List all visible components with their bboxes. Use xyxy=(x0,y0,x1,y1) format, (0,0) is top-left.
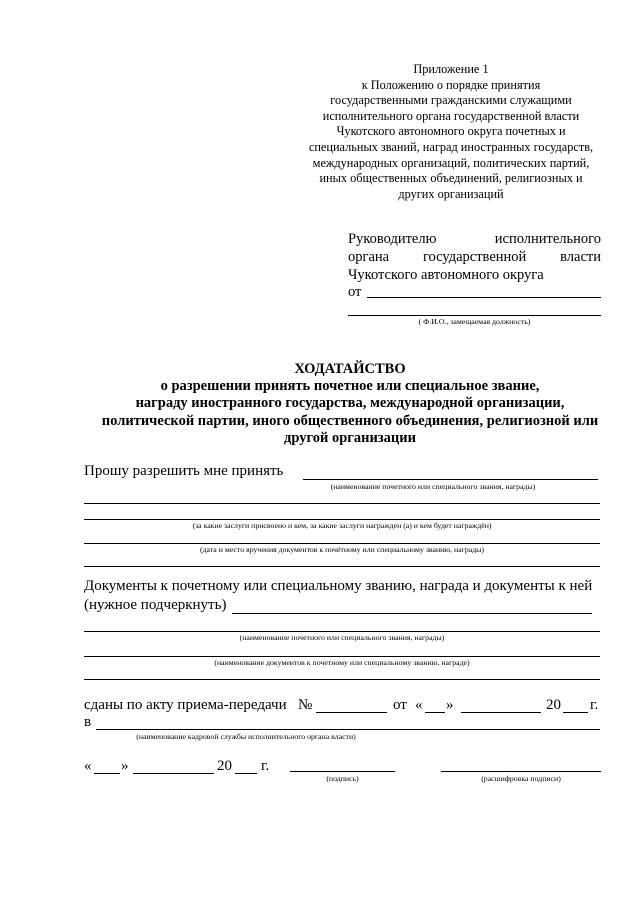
appendix-line: других организаций xyxy=(398,186,504,201)
appendix-line: Чукотского автономного округа почетных и xyxy=(336,124,566,139)
appendix-line: Приложение 1 xyxy=(413,62,489,76)
sign-month-line[interactable] xyxy=(133,773,214,774)
act-number-sign: № xyxy=(298,697,313,713)
award-name-caption: (наименование почетного или специального звания, награды) xyxy=(330,482,536,491)
addressee-row xyxy=(348,231,601,249)
sign-quote-close: » xyxy=(121,758,129,774)
addressee-block xyxy=(348,231,601,302)
addressee-word: власти xyxy=(560,248,601,265)
merits-caption: (за какие заслуги присвоено и кем, за какие заслуги награжден (а) и кем будет награждён) xyxy=(192,521,492,530)
merits-line[interactable] xyxy=(84,519,600,520)
award-name-line[interactable] xyxy=(303,479,598,480)
appendix-line: государственными гражданскими служащими xyxy=(330,93,572,108)
act-month-line[interactable] xyxy=(461,712,541,713)
signature-decode-line[interactable] xyxy=(441,771,601,772)
fio-caption: ( Ф.И.О., замещаемая должность) xyxy=(418,317,531,326)
addressee-from-label: от xyxy=(348,284,362,301)
title-subline: награду иностранного государства, международной организации, xyxy=(135,395,565,412)
docs-name-line[interactable] xyxy=(84,656,600,657)
act-year-suffix: г. xyxy=(590,697,599,713)
addressee-row xyxy=(348,249,601,267)
act-year-prefix: 20 xyxy=(546,697,561,713)
hr-service-caption: (наименование кадровой службы исполнительного органа власти) xyxy=(136,732,356,741)
in-label: в xyxy=(84,714,92,730)
addressee-word: исполнительного xyxy=(494,231,601,247)
extra-line[interactable] xyxy=(84,566,600,567)
title-subline: другой организации xyxy=(284,429,416,446)
docs-name-caption: (наименование документов к почетному или специальному званию, награде) xyxy=(214,658,470,667)
docs-extra-line[interactable] xyxy=(84,679,600,680)
handed-label: сданы по акту приема-передачи xyxy=(84,697,287,713)
position-line[interactable] xyxy=(348,315,601,316)
signature-line[interactable] xyxy=(290,771,395,772)
signature-caption: (подпись) xyxy=(326,774,359,783)
appendix-header xyxy=(296,62,606,202)
docs-award-line[interactable] xyxy=(84,631,600,632)
date-place-line[interactable] xyxy=(84,543,600,544)
from-name-line[interactable] xyxy=(367,297,601,298)
sign-year-suffix: г. xyxy=(261,758,270,774)
docs-text-line2: (нужное подчеркнуть) xyxy=(84,597,227,613)
appendix-line: иных общественных объединений, религиозных и xyxy=(319,171,583,186)
sign-year-prefix: 20 xyxy=(217,758,232,774)
addressee-word: органа xyxy=(348,248,390,265)
appendix-line: к Положению о порядке принятия xyxy=(361,77,541,92)
addressee-word: государственной xyxy=(422,248,527,265)
act-year-line[interactable] xyxy=(563,712,588,713)
date-place-caption: (дата и место вручения документов к почётному или специальному званию, награды) xyxy=(199,545,485,554)
request-label: Прошу разрешить мне принять xyxy=(84,463,284,479)
sign-day-line[interactable] xyxy=(94,773,120,774)
hr-service-line[interactable] xyxy=(96,729,600,730)
addressee-region: Чукотского автономного округа xyxy=(348,266,544,283)
appendix-line: международных организаций, политических партий, xyxy=(312,155,590,170)
title-subline: политической партии, иного общественного объединения, религиозной или xyxy=(101,412,599,429)
sign-year-line[interactable] xyxy=(235,773,257,774)
docs-award-caption: (наименование почетного или специального звания, награды) xyxy=(239,633,445,642)
docs-text-line1: Документы к почетному или специальному званию, награда и документы к ней xyxy=(84,578,593,594)
sign-quote-open: « xyxy=(84,758,92,774)
appendix-line: специальных званий, наград иностранных государств, xyxy=(308,139,594,154)
act-quote-close: » xyxy=(446,697,454,713)
act-day-line[interactable] xyxy=(425,712,445,713)
title-heading: ХОДАТАЙСТВО xyxy=(294,361,406,377)
act-quote-open: « xyxy=(415,697,423,713)
award-name-continuation-line[interactable] xyxy=(84,503,600,504)
signature-decode-caption: (расшифровка подписи) xyxy=(481,774,561,783)
document-title xyxy=(60,361,640,447)
addressee-word: Руководителю xyxy=(348,231,437,247)
docs-underline-line[interactable] xyxy=(232,613,592,614)
act-from-word: от xyxy=(393,697,407,713)
appendix-line: исполнительного органа государственной власти xyxy=(322,108,580,123)
title-subline: о разрешении принять почетное или специальное звание, xyxy=(160,378,540,395)
act-number-line[interactable] xyxy=(316,712,387,713)
